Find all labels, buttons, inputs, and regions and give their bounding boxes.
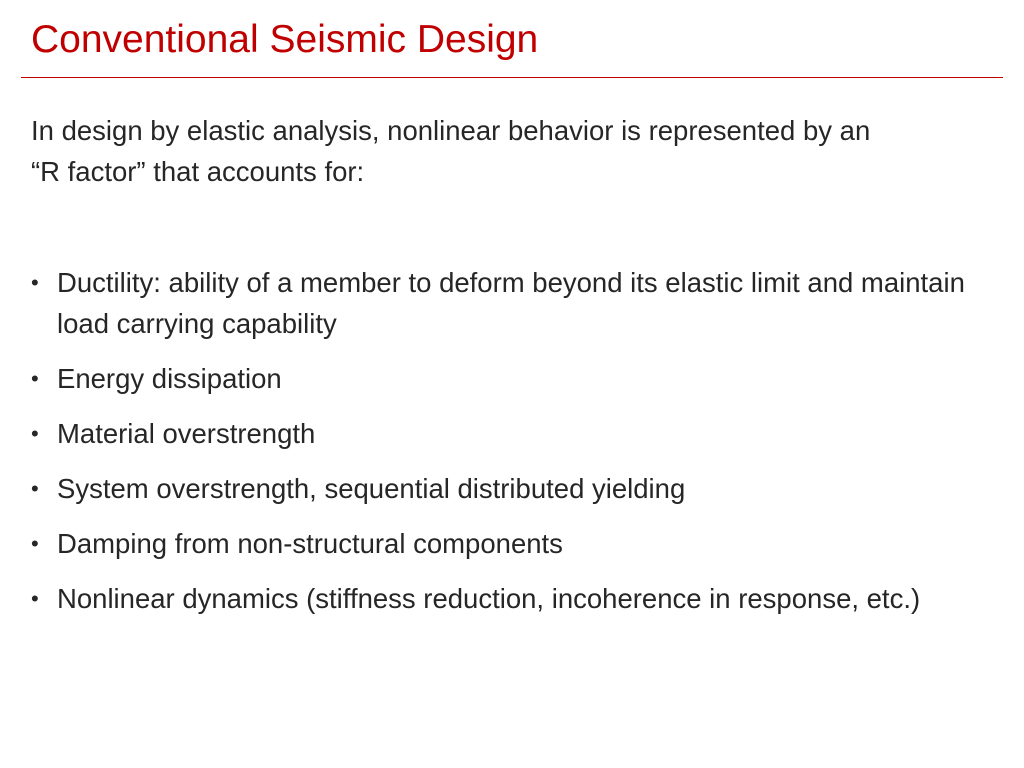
bullet-icon: •	[31, 366, 39, 391]
intro-line-2: “R factor” that accounts for:	[31, 156, 365, 187]
bullet-icon: •	[31, 476, 39, 501]
intro-paragraph	[31, 110, 991, 192]
intro-line-1: In design by elastic analysis, nonlinear behavior is represented by an	[31, 115, 871, 146]
bullet-icon: •	[31, 270, 39, 295]
bullet-icon: •	[31, 531, 39, 556]
bullet-item-damping	[31, 523, 991, 564]
bullet-item-ductility	[31, 262, 991, 344]
slide-title: Conventional Seismic Design	[31, 18, 539, 61]
bullet-text: Ductility: ability of a member to deform beyond its elastic limit and maintain load carrying capability	[57, 267, 965, 339]
bullet-text: Damping from non-structural components	[57, 528, 563, 559]
bullet-icon: •	[31, 421, 39, 446]
bullet-text: Material overstrength	[57, 418, 316, 449]
title-divider	[21, 77, 1003, 78]
bullet-list	[31, 262, 991, 633]
bullet-item-nonlinear-dynamics	[31, 578, 991, 619]
bullet-text: System overstrength, sequential distributed yielding	[57, 473, 686, 504]
bullet-icon: •	[31, 586, 39, 611]
bullet-item-system-overstrength	[31, 468, 991, 509]
bullet-text: Energy dissipation	[57, 363, 282, 394]
bullet-item-energy-dissipation	[31, 358, 991, 399]
bullet-text: Nonlinear dynamics (stiffness reduction, incoherence in response, etc.)	[57, 583, 921, 614]
bullet-item-material-overstrength	[31, 413, 991, 454]
